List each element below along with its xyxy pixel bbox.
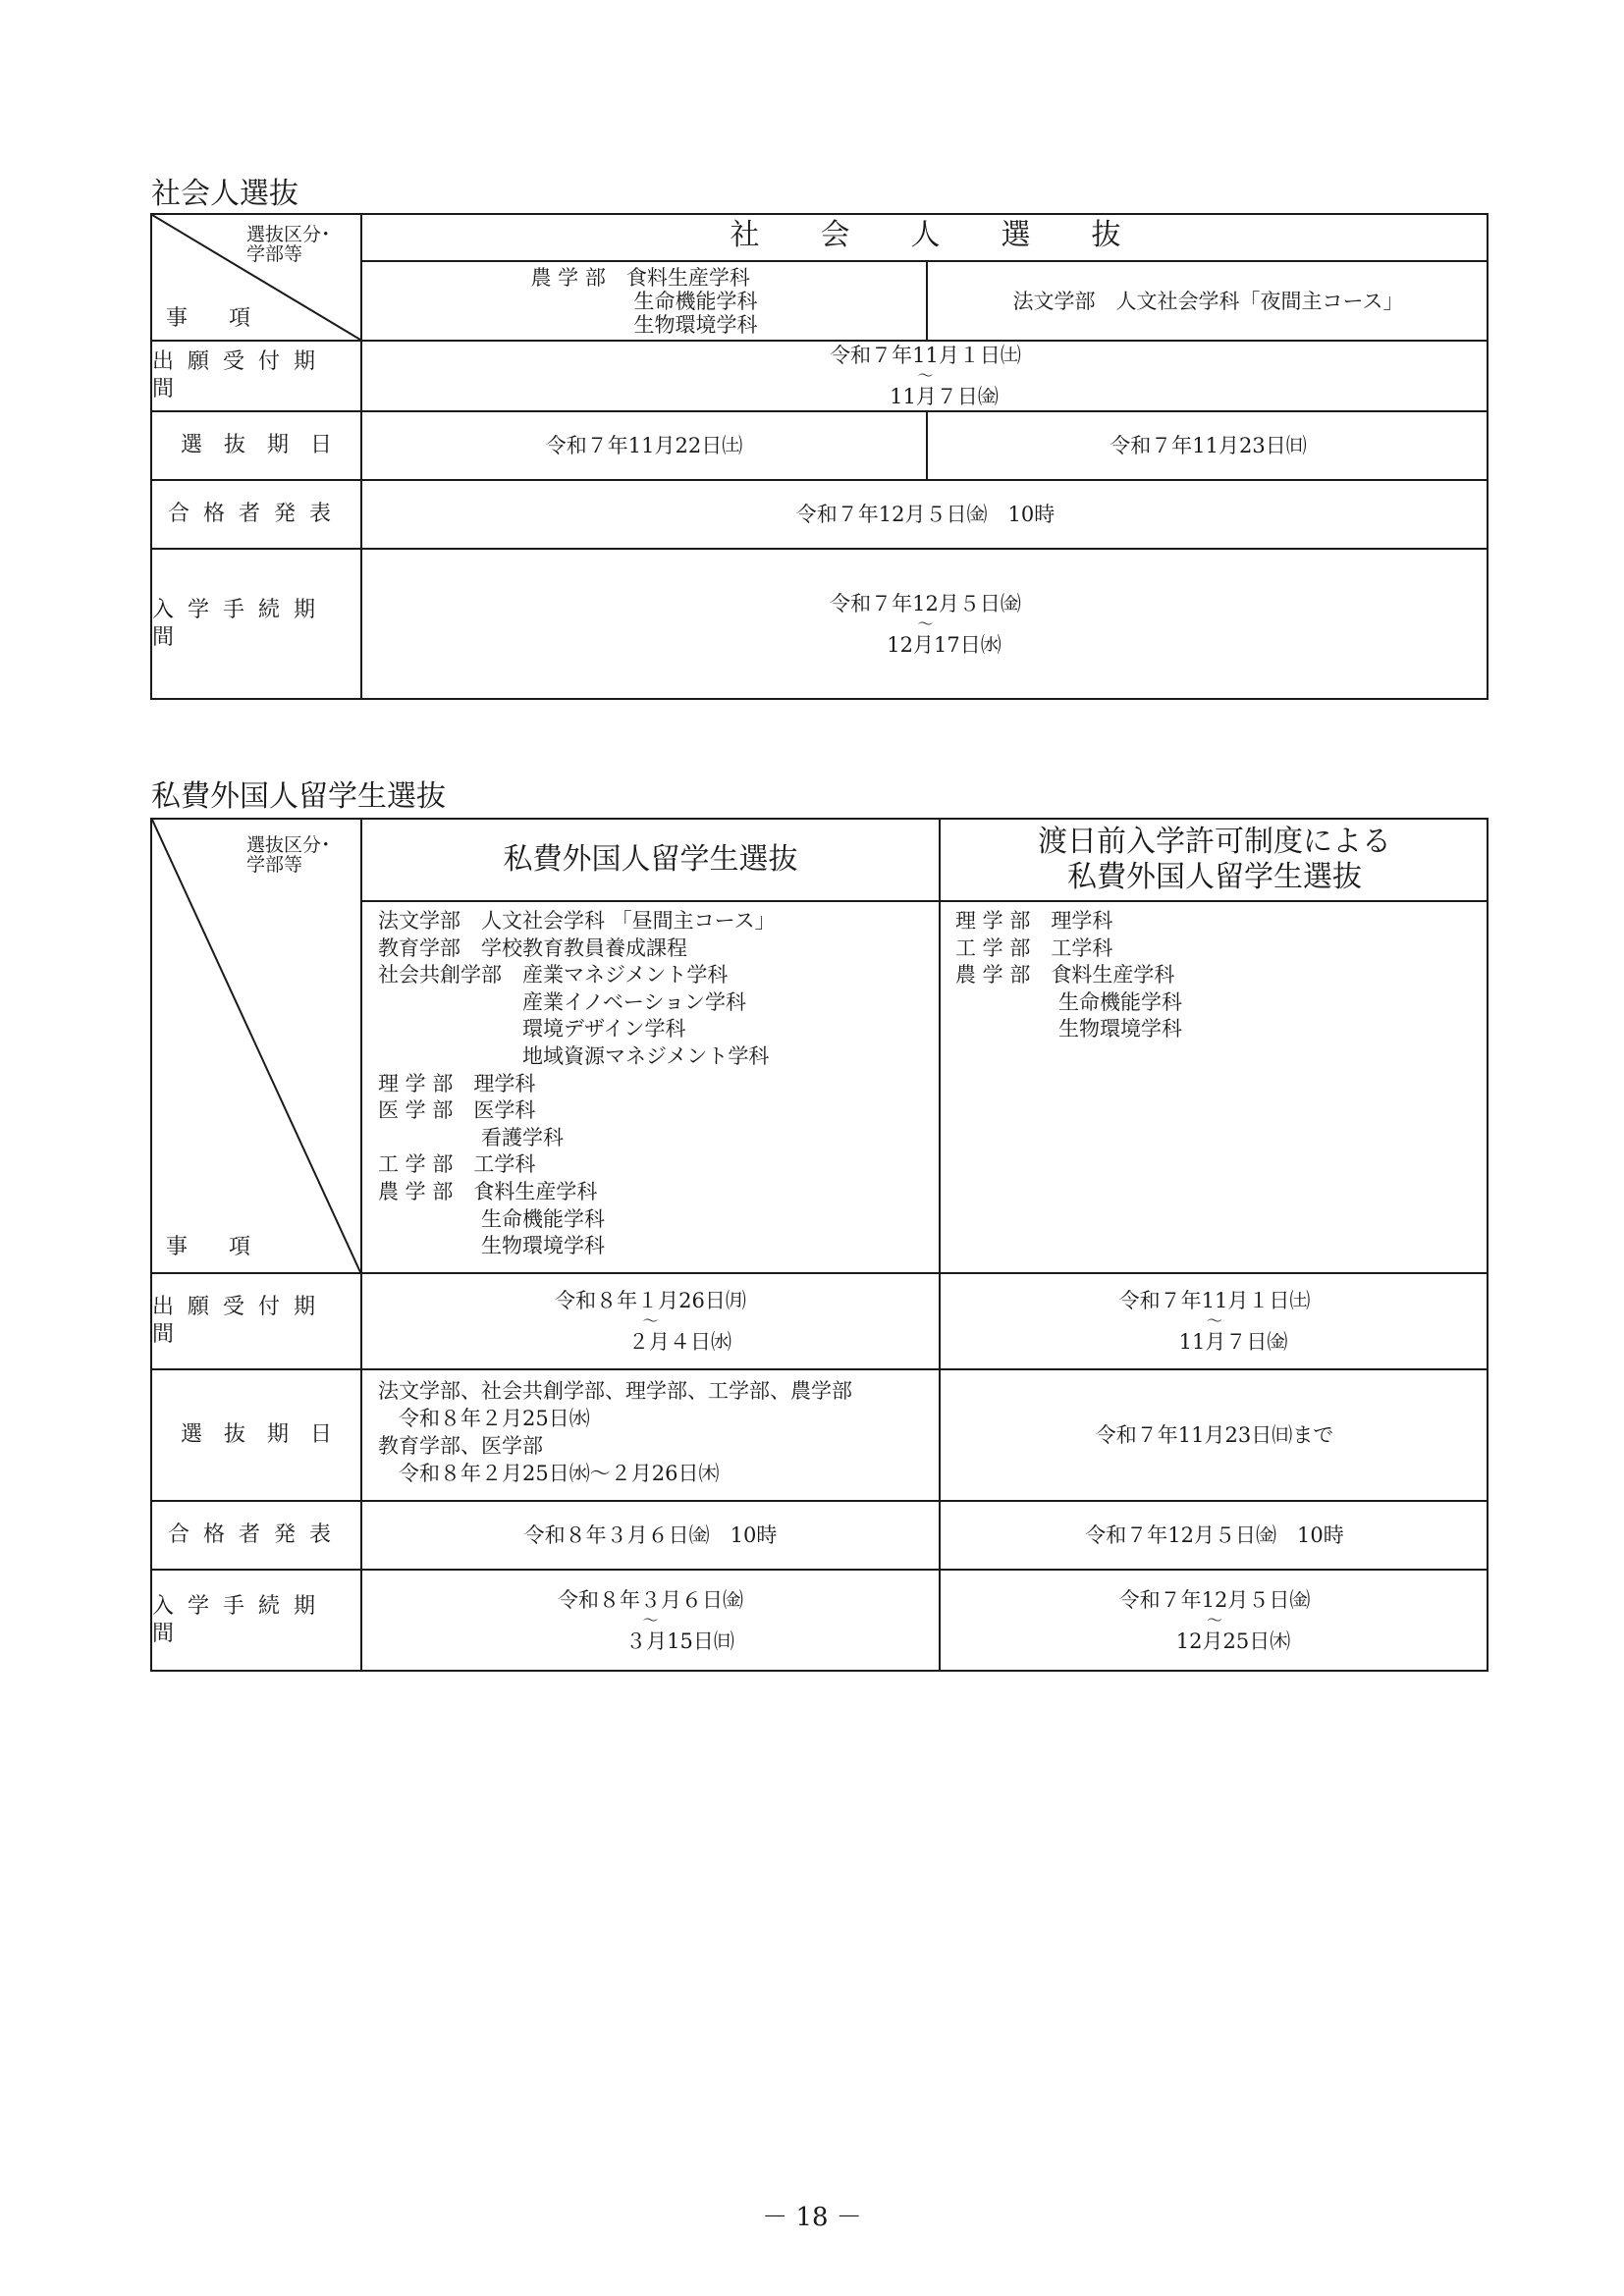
exam-line: 教育学部、医学部: [378, 1434, 543, 1458]
result-label: 合格者発表: [167, 1522, 345, 1547]
dept-line: 農 学 部 食料生産学科: [378, 1179, 598, 1203]
apply-to: 11月７日㈮: [1178, 1330, 1288, 1354]
dept-line: 環境デザイン学科: [378, 1017, 686, 1041]
section1-exam-col1: 令和７年11月22日㈯: [545, 434, 743, 457]
section2-title: 私費外国人留学生選抜: [151, 779, 446, 814]
dept-line: 農 学 部 食料生産学科: [530, 266, 750, 290]
dept-line: 社会共創学部 産業マネジメント学科: [378, 963, 729, 988]
apply-from: 令和８年１月26日㈪: [555, 1289, 746, 1312]
exam-line: 令和８年２月25日㈬～２月26日㈭: [378, 1462, 720, 1485]
dept-line: 生命機能学科: [378, 1206, 605, 1231]
exam-line: 令和８年２月25日㈬: [378, 1407, 590, 1430]
exam-date-label: 選 抜 期 日: [180, 1422, 332, 1447]
dept-line: 法文学部 人文社会学科 「昼間主コース」: [378, 909, 776, 933]
dept-line: 生物環境学科: [955, 1017, 1182, 1041]
enroll-from: 令和７年12月５日㈮: [830, 591, 1021, 615]
apply-to: 11月７日㈮: [890, 385, 999, 408]
page-number: － 18 －: [762, 2203, 862, 2232]
section1-exam-col2: 令和７年11月23日㈰: [1110, 434, 1307, 457]
section1-header: 社会人選抜: [730, 218, 1182, 252]
enroll-period-label: 入学手続期間: [152, 597, 330, 650]
section2-result-col1: 令和８年３月６日㈮ 10時: [523, 1523, 778, 1547]
apply-period-label: 出願受付期間: [152, 349, 330, 401]
dept-line: 工 学 部 工学科: [955, 935, 1113, 960]
dept-line: 生命機能学科: [955, 989, 1182, 1014]
dept-line: 工 学 部 工学科: [378, 1152, 536, 1177]
dept-line: 理 学 部 理学科: [378, 1071, 536, 1095]
header2-line1: 渡日前入学許可制度による: [1038, 825, 1391, 859]
section2-apply-col2: [941, 1274, 1489, 1368]
result-label: 合格者発表: [167, 502, 345, 526]
section2-col1-dept: [378, 908, 928, 1260]
enroll-from: 令和７年12月５日㈮: [1118, 1587, 1311, 1612]
corner-row-label: 事 項: [166, 1235, 261, 1259]
section2-result-col2: 令和７年12月５日㈮ 10時: [1085, 1523, 1344, 1547]
section1-enroll-period: [362, 550, 1489, 698]
enroll-to: ３月15日㈰: [625, 1629, 734, 1653]
tilde: ～: [642, 1610, 659, 1629]
dept-line: 看護学科: [378, 1125, 564, 1149]
section1-title: 社会人選抜: [151, 177, 298, 211]
tilde: ～: [1206, 1610, 1222, 1629]
corner-header-label: 選抜区分･ 学部等: [246, 224, 331, 265]
tilde: ～: [917, 366, 934, 385]
apply-to: ２月４日㈬: [628, 1330, 731, 1354]
enroll-to: 12月17日㈬: [887, 632, 1001, 657]
corner-diagonal: [152, 820, 361, 1273]
section2-header1: 私費外国人留学生選抜: [503, 842, 798, 877]
corner-header-label: 選抜区分･ 学部等: [246, 834, 331, 876]
dept-line: 医 学 部 医学科: [378, 1098, 536, 1123]
dept-line: 教育学部 学校教育教員養成課程: [378, 935, 687, 960]
section2-header2: [941, 820, 1489, 900]
apply-period-label: 出願受付期間: [152, 1295, 330, 1347]
section2-enroll-col2: [941, 1571, 1489, 1670]
section2-enroll-col1: [362, 1571, 939, 1670]
dept-line: 地域資源マネジメント学科: [378, 1043, 770, 1068]
social-selection-table: [150, 213, 1489, 700]
section1-col1-dept: [362, 266, 926, 341]
section2-apply-col1: [362, 1274, 939, 1368]
dept-line: 生物環境学科: [530, 313, 758, 337]
foreign-student-table: [150, 818, 1489, 1672]
section1-apply-period: [362, 342, 1489, 410]
section1-result: 令和７年12月５日㈮ 10時: [795, 503, 1056, 526]
exam-date-label: 選 抜 期 日: [180, 433, 332, 457]
apply-from: 令和７年11月１日㈯: [1118, 1289, 1311, 1312]
tilde: ～: [642, 1311, 659, 1330]
dept-line: 生命機能学科: [530, 290, 758, 313]
section2-col2-dept: [955, 908, 1476, 1043]
section1-col2-dept: 法文学部 人文社会学科「夜間主コース」: [1012, 290, 1404, 313]
corner-row-label: 事 項: [166, 306, 261, 331]
dept-line: 産業イノベーション学科: [378, 989, 747, 1014]
dept-line: 生物環境学科: [378, 1234, 605, 1258]
section2-exam-col1: [378, 1377, 933, 1487]
section2-exam-col2: 令和７年11月23日㈰まで: [1095, 1423, 1334, 1447]
enroll-from: 令和８年３月６日㈮: [558, 1587, 743, 1612]
dept-line: 農 学 部 食料生産学科: [955, 963, 1175, 988]
enroll-period-label: 入学手続期間: [152, 1593, 330, 1646]
tilde: ～: [1206, 1311, 1222, 1330]
header2-line2: 私費外国人留学生選抜: [1067, 860, 1362, 894]
tilde: ～: [917, 614, 934, 633]
apply-from: 令和７年11月１日㈯: [830, 344, 1021, 367]
dept-line: 理 学 部 理学科: [955, 909, 1113, 933]
exam-line: 法文学部、社会共創学部、理学部、工学部、農学部: [378, 1379, 852, 1403]
enroll-to: 12月25日㈭: [1175, 1629, 1291, 1653]
